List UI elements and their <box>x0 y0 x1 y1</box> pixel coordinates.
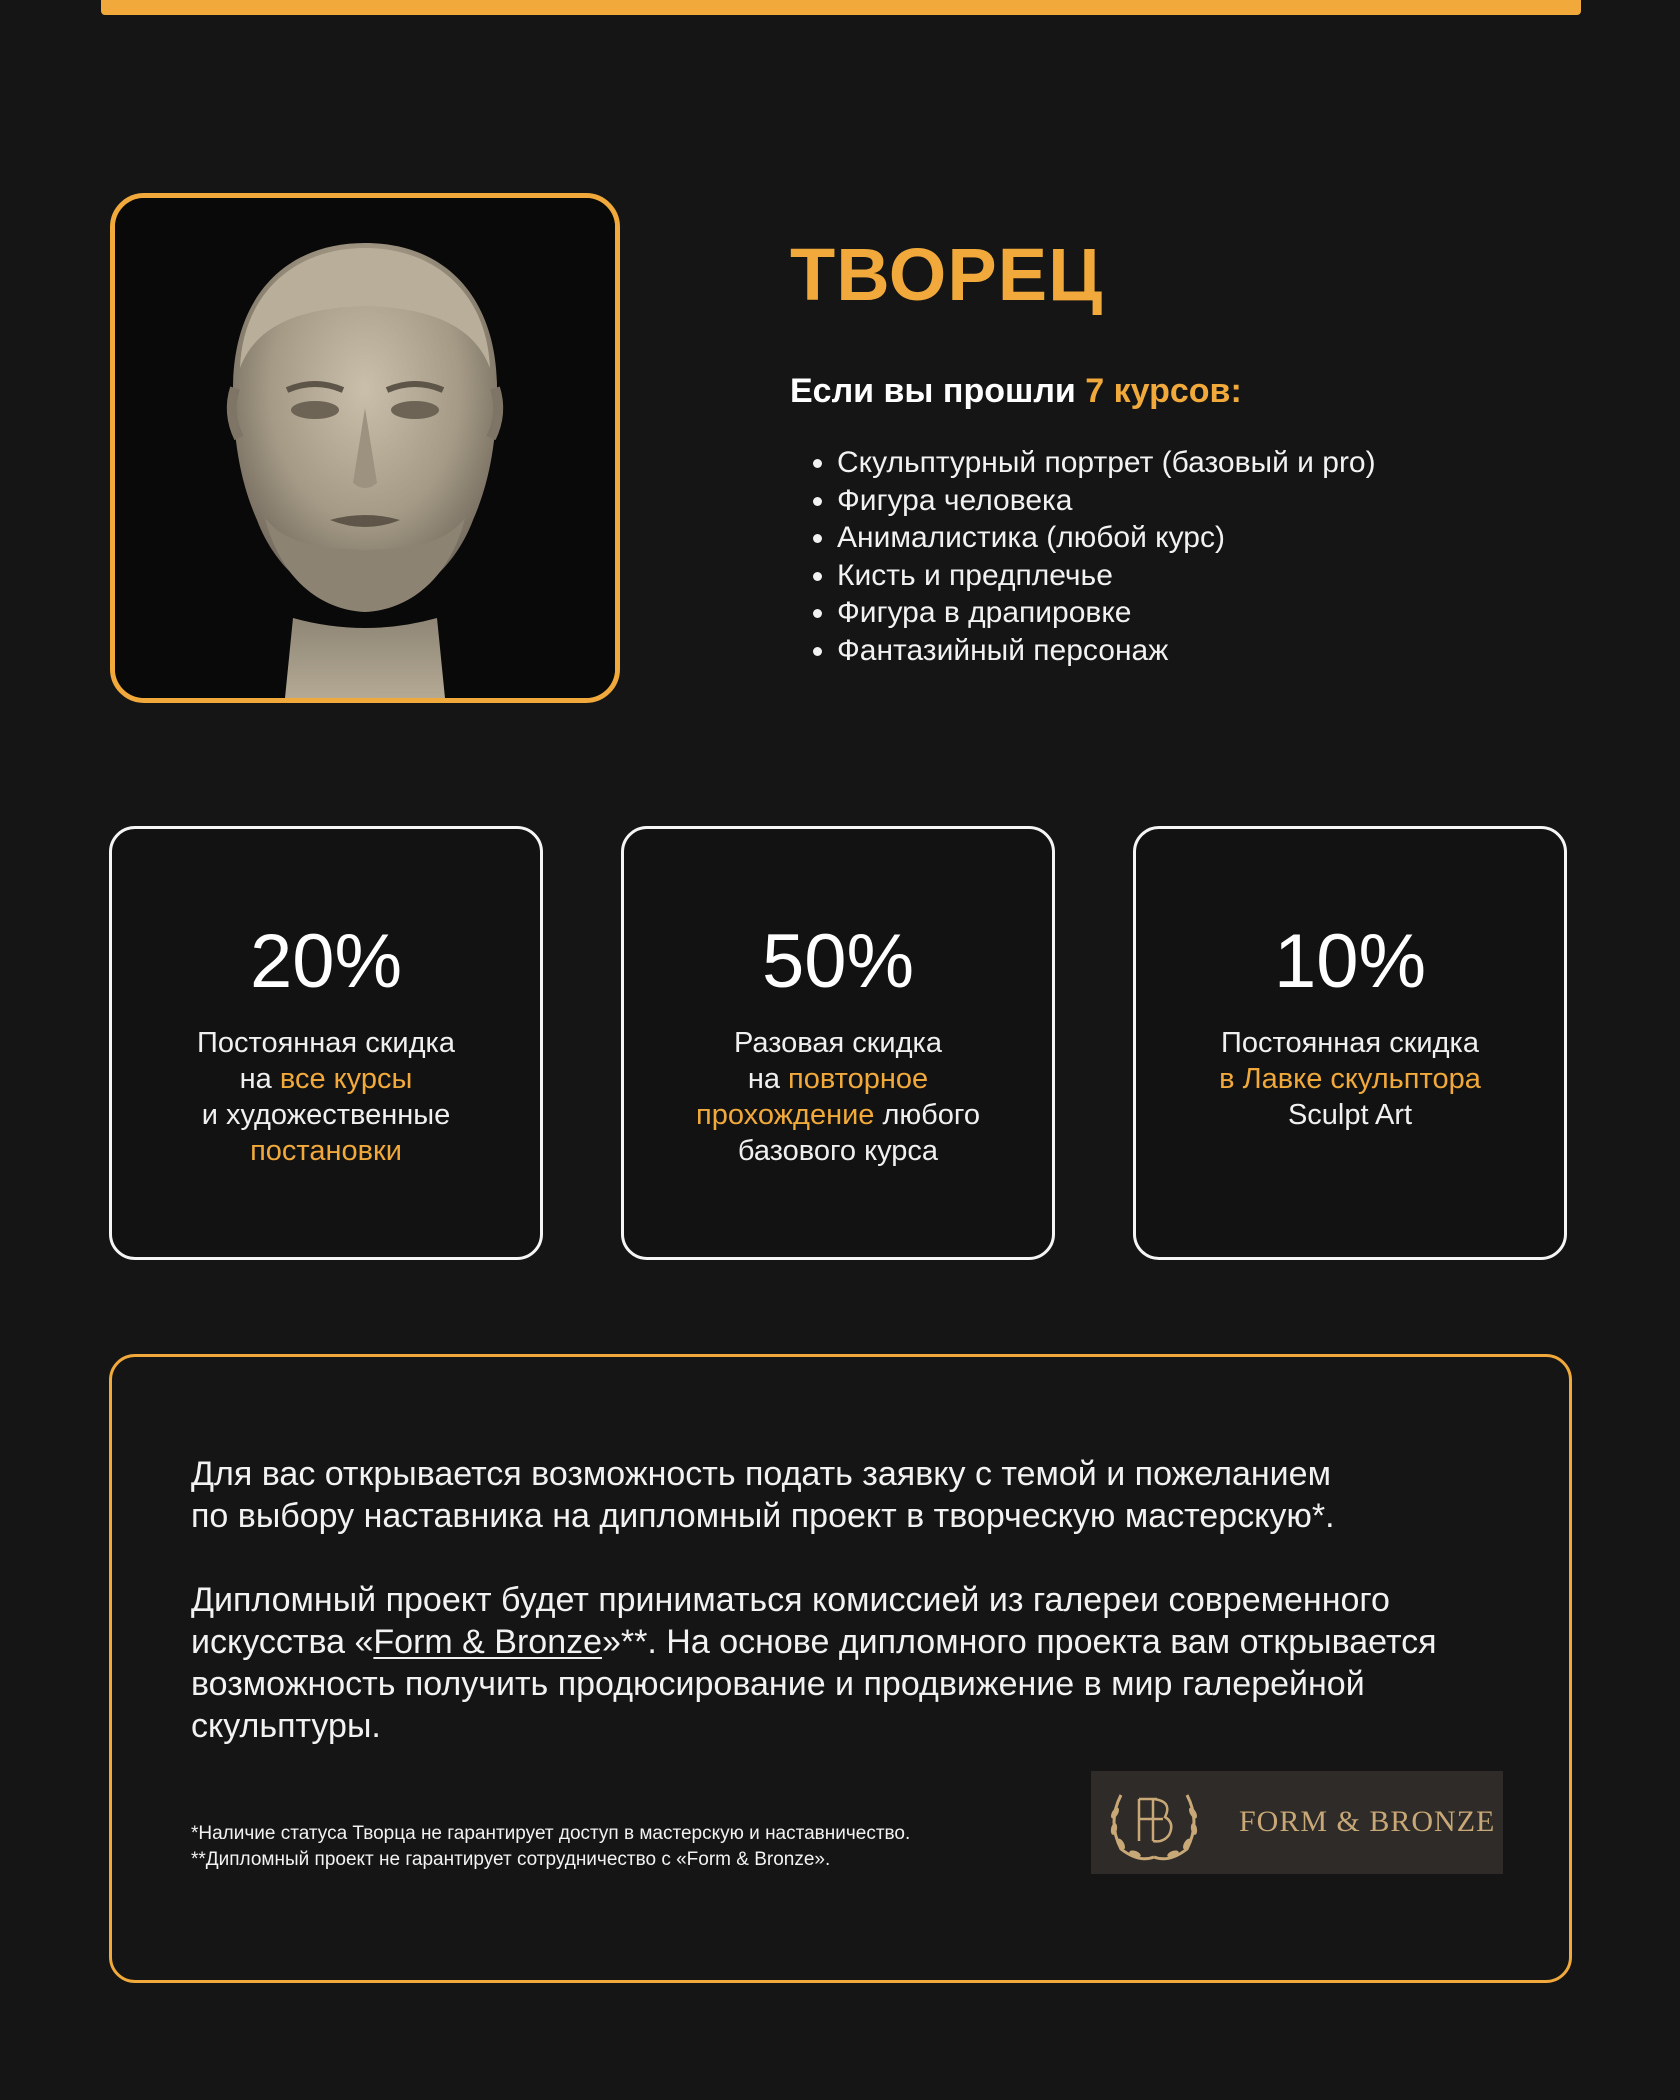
list-item: • Фантазийный персонаж <box>837 632 1376 670</box>
discount-percent: 20% <box>249 919 403 1004</box>
desc-line: Разовая скидка <box>733 1027 942 1059</box>
paragraph-line: по выбору наставника на дипломный проект в творческую мастерскую*. <box>191 1497 1335 1535</box>
laurel-monogram-icon <box>1099 1777 1209 1869</box>
list-item: • Фигура в драпировке <box>837 594 1376 632</box>
status-title: ТВОРЕЦ <box>790 233 1104 316</box>
list-item: • Фигура человека <box>837 482 1376 520</box>
footnotes <box>191 1821 910 1873</box>
diploma-info-box <box>109 1354 1572 1983</box>
intro-text <box>790 372 1242 411</box>
course-list <box>790 444 1376 669</box>
intro-course-count: 7 курсов: <box>1085 372 1242 410</box>
list-item: • Скульптурный портрет (базовый и pro) <box>837 444 1376 482</box>
desc-line: базового курса <box>737 1135 939 1167</box>
form-bronze-logo <box>1091 1771 1503 1874</box>
desc-highlight: все курсы <box>279 1063 413 1095</box>
desc-line: на <box>747 1063 789 1095</box>
list-item: • Кисть и предплечье <box>837 557 1376 595</box>
discount-description <box>644 1025 1032 1169</box>
discount-description <box>132 1025 520 1169</box>
discount-card-repeat-course <box>621 826 1055 1260</box>
top-accent-bar <box>101 0 1581 15</box>
discount-card-shop <box>1133 826 1567 1260</box>
desc-highlight: прохождение <box>696 1099 875 1131</box>
desc-highlight: постановки <box>250 1135 402 1167</box>
form-bronze-link[interactable]: Form & Bronze <box>373 1623 603 1661</box>
diploma-paragraph-2 <box>191 1579 1511 1747</box>
desc-line: и художественные <box>201 1099 451 1131</box>
paragraph-text: Дипломный проект будет приниматься комиссией из галереи современного искусства « <box>191 1581 1390 1661</box>
paragraph-text: »**. На основе дипломного проекта вам открывается возможность получить продюсирование и продвижение в мир галерейной скульптуры. <box>191 1623 1437 1745</box>
discount-percent: 50% <box>761 919 915 1004</box>
footnote: **Дипломный проект не гарантирует сотрудничество с «Form & Bronze». <box>191 1849 831 1870</box>
footnote: *Наличие статуса Творца не гарантирует доступ в мастерскую и наставничество. <box>191 1823 911 1844</box>
sculpted-head-icon <box>115 198 615 698</box>
discount-percent: 10% <box>1273 919 1427 1004</box>
sculpture-portrait-image <box>110 193 620 703</box>
desc-highlight: в Лавке скульптора <box>1219 1063 1481 1095</box>
desc-line: Sculpt Art <box>1287 1099 1413 1131</box>
desc-highlight: повторное <box>788 1063 929 1095</box>
desc-line: на <box>239 1063 280 1095</box>
intro-prefix: Если вы прошли <box>790 372 1086 410</box>
desc-line: Постоянная скидка <box>197 1027 455 1059</box>
paragraph-line: Для вас открывается возможность подать заявку с темой и пожеланием <box>191 1455 1331 1493</box>
desc-line: любого <box>874 1099 980 1131</box>
discount-description <box>1156 1025 1544 1133</box>
diploma-paragraph-1 <box>191 1453 1481 1537</box>
desc-line: Постоянная скидка <box>1221 1027 1479 1059</box>
discount-card-courses <box>109 826 543 1260</box>
logo-wordmark: FORM & BRONZE <box>1239 1805 1496 1838</box>
list-item: • Анималистика (любой курс) <box>837 519 1376 557</box>
